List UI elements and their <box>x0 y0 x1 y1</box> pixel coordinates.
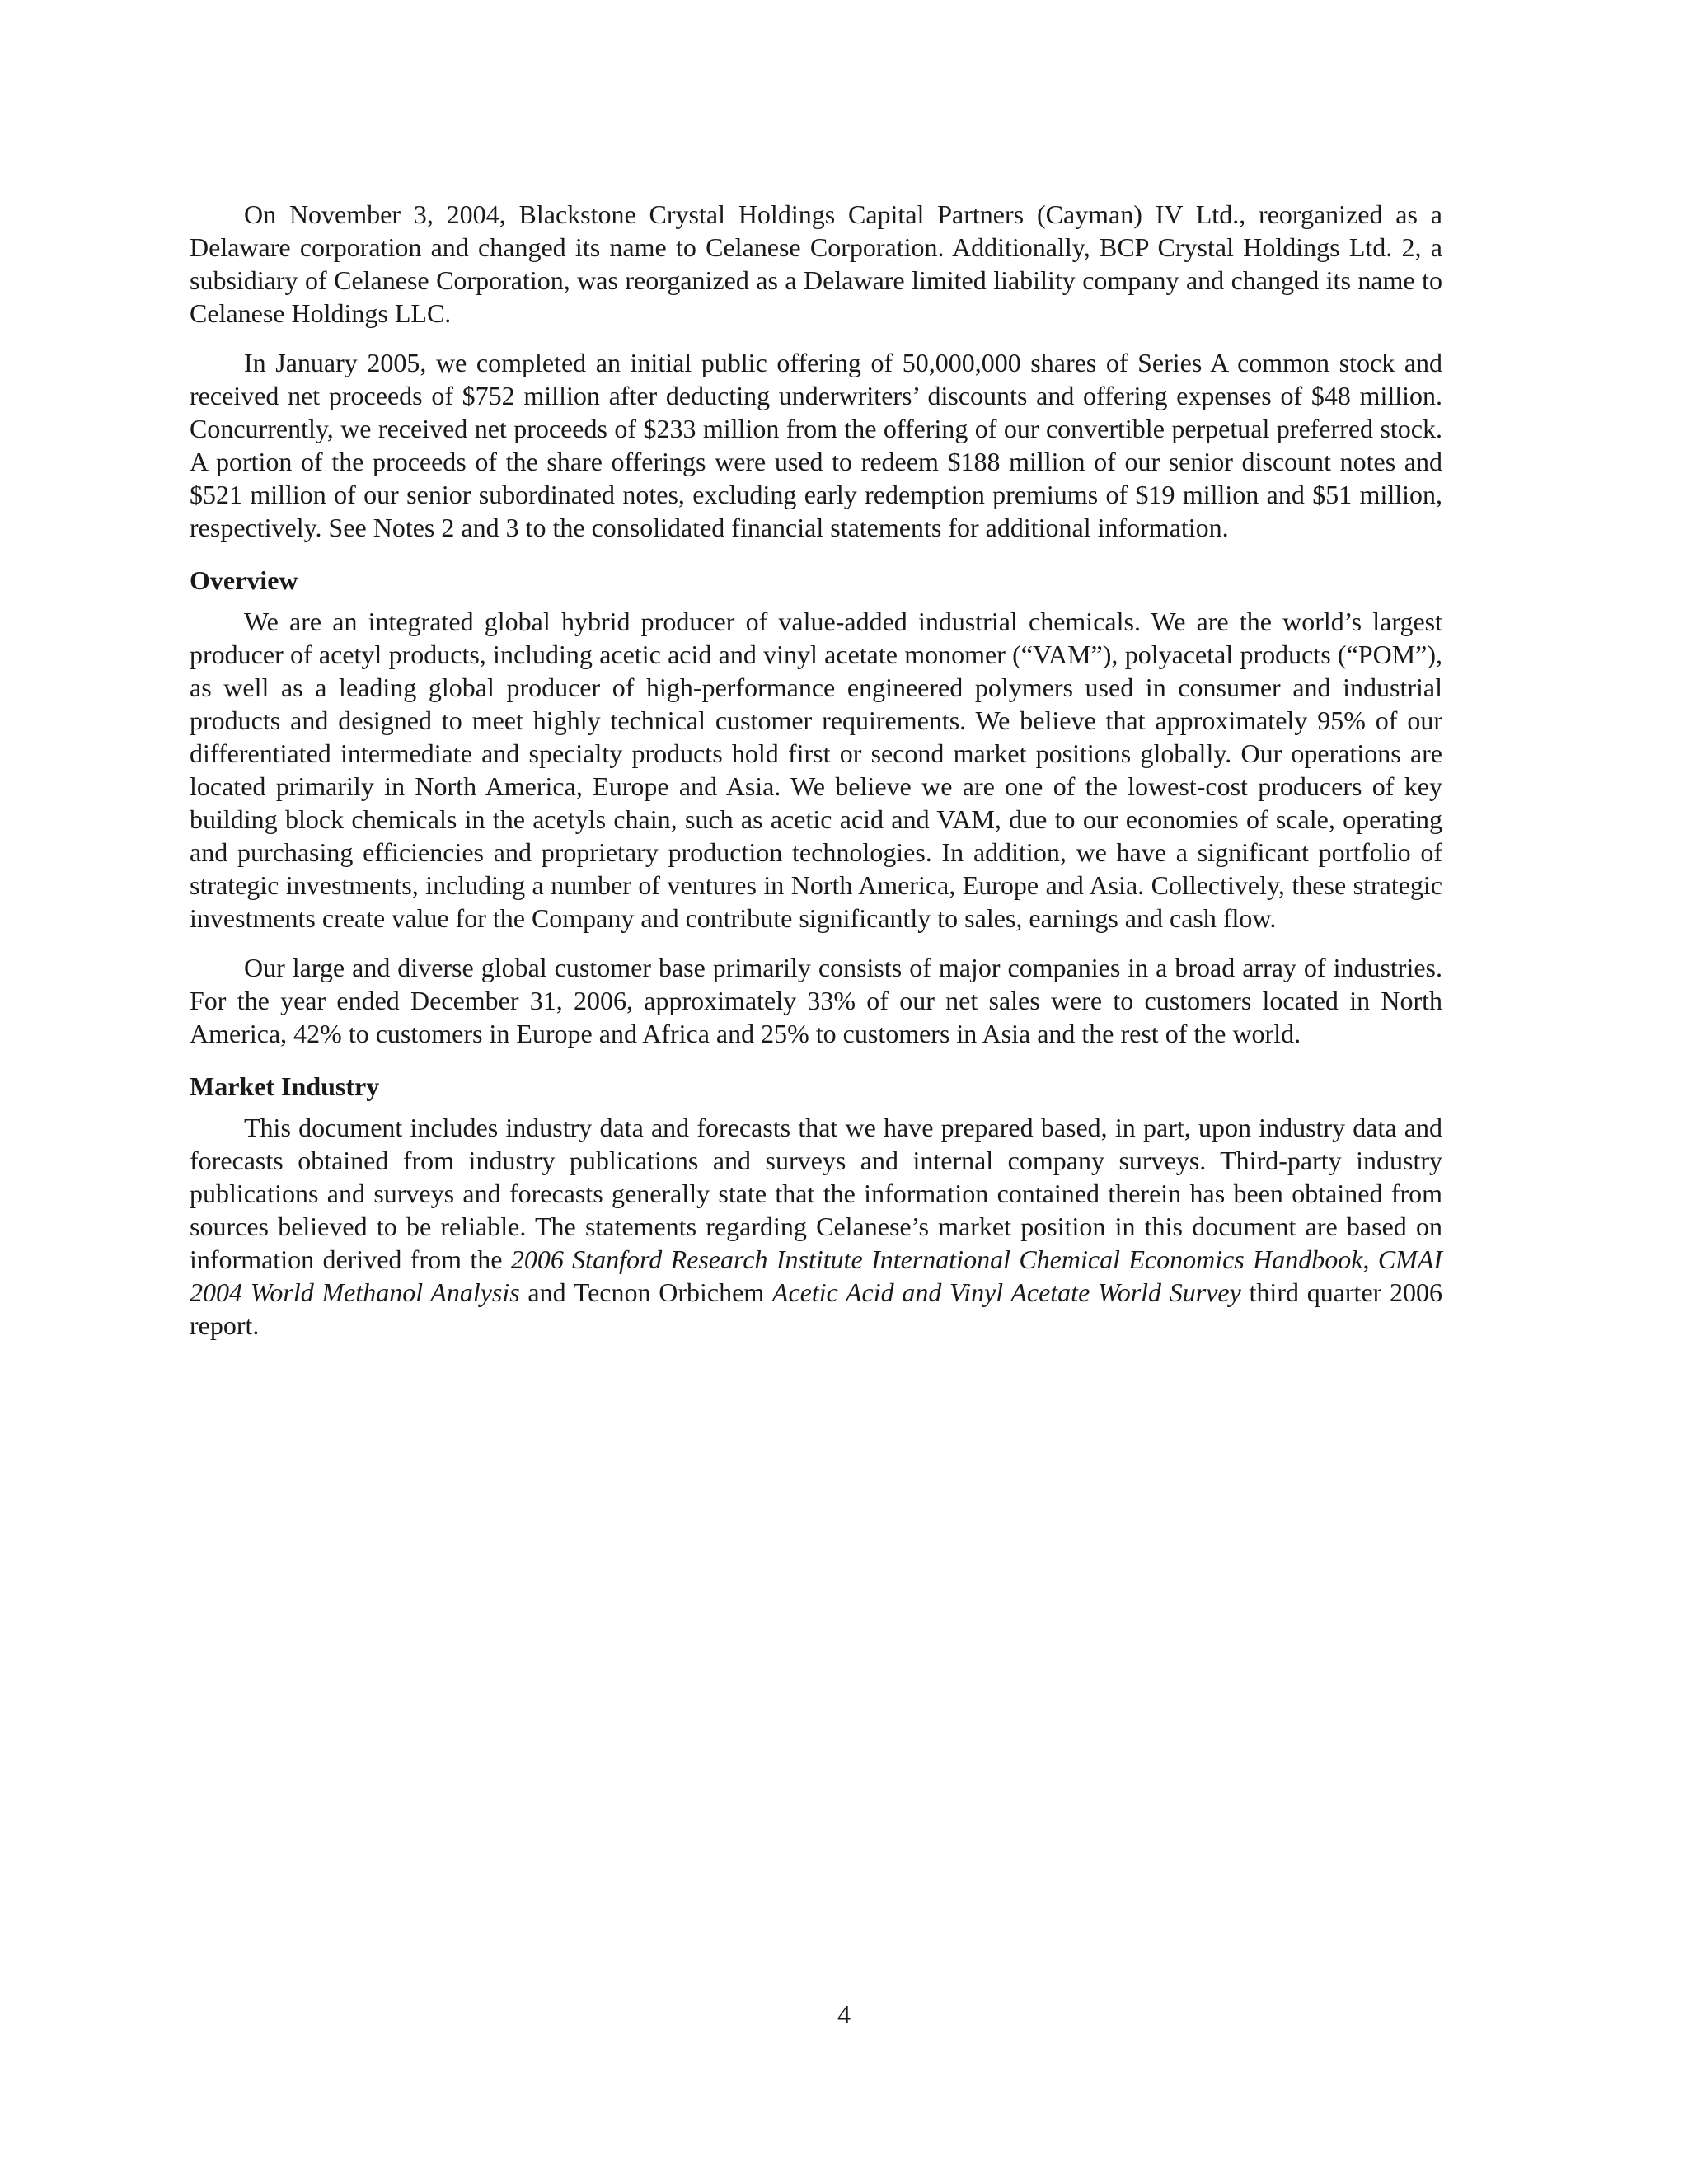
market-industry-text: and Tecnon Orbichem <box>519 1277 772 1307</box>
source-tecnon-survey: Acetic Acid and Vinyl Acetate World Survey <box>771 1277 1241 1307</box>
page-number: 4 <box>837 1999 851 2029</box>
heading-overview: Overview <box>190 565 298 595</box>
market-industry-text: , <box>1362 1244 1378 1274</box>
heading-market-industry: Market Industry <box>190 1071 380 1101</box>
paragraph-ipo: In January 2005, we completed an initial public offering of 50,000,000 shares of Series A common stock and received net proceeds of $752 million after deducting underwriters’ discounts and offering expenses of $48 million. Concurrently, we received net proceeds of $233 million from the offering of our convertible perpetual preferred stock. A portion of the proceeds of the share offerings were used to redeem $188 million of our senior discount notes and $521 million of our senior subordinated notes, excluding early redemption premiums of $19 million and $51 million, respectively. See Notes 2 and 3 to the consolidated financial statements for additional information. <box>190 348 1442 542</box>
paragraph-reorganization: On November 3, 2004, Blackstone Crystal Holdings Capital Partners (Cayman) IV Ltd., reorganized as a Delaware corporation and changed its name to Celanese Corporation. Additionally, BCP Crystal Holdings Ltd. 2, a subsidiary of Celanese Corporation, was reorganized as a Delaware limited liability company and changed its name to Celanese Holdings LLC. <box>190 199 1442 328</box>
market-industry-text: third quarter 2006 report. <box>190 1277 1443 1340</box>
paragraph-overview-business: We are an integrated global hybrid producer of value-added industrial chemicals. We are the world’s largest producer of acetyl products, including acetic acid and vinyl acetate monomer (“VAM”), polyacetal products (“POM”), as well as a leading global producer of high-performance engineered polymers used in consumer and industrial products and designed to meet highly technical customer requirements. We believe that approximately 95% of our differentiated intermediate and specialty products hold first or second market positions globally. Our operations are located primarily in North America, Europe and Asia. We believe we are one of the lowest-cost producers of key building block chemicals in the acetyls chain, such as acetic acid and VAM, due to our economies of scale, operating and purchasing efficiencies and proprietary production technologies. In addition, we have a significant portfolio of strategic investments, including a number of ventures in North America, Europe and Asia. Collectively, these strategic investments create value for the Company and contribute significantly to sales, earnings and cash flow. <box>190 607 1442 933</box>
document-body <box>190 198 1442 1358</box>
source-sri-handbook: 2006 Stanford Research Institute International Chemical Economics Handbook <box>510 1244 1363 1274</box>
paragraph-overview-customers: Our large and diverse global customer base primarily consists of major companies in a broad array of industries. For the year ended December 31, 2006, approximately 33% of our net sales were to customers located in North America, 42% to customers in Europe and Africa and 25% to customers in Asia and the rest of the world. <box>190 953 1442 1048</box>
source-cmai-analysis: CMAI 2004 World Methanol Analysis <box>190 1244 1443 1307</box>
market-industry-text: This document includes industry data and forecasts that we have prepared based, in part, upon industry data and forecasts obtained from industry publications and surveys and internal company surveys. Third-party industry publications and surveys and forecasts generally state that the information contained therein has been obtained from sources believed to be reliable. The statements regarding Celanese’s market position in this document are based on information derived from the <box>190 1113 1442 1274</box>
paragraph-market-industry <box>190 1111 1442 1342</box>
